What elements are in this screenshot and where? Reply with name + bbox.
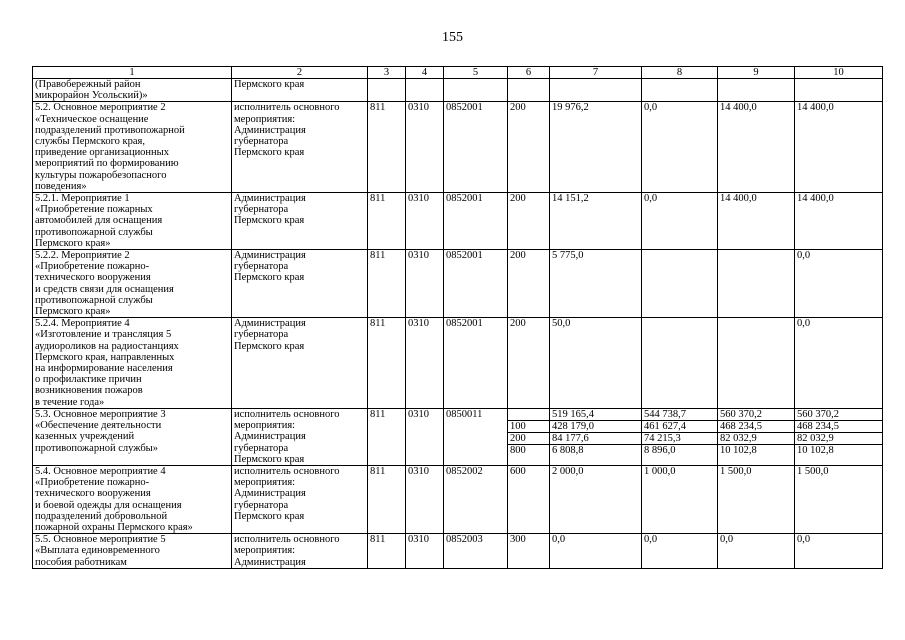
cell-line: приведение организационных bbox=[35, 147, 169, 159]
cell-subrow: 560 370,2 bbox=[718, 409, 794, 421]
cell-line: 5.2.2. Мероприятие 2 bbox=[35, 250, 130, 262]
cell-col-9: 0,0 bbox=[718, 534, 795, 569]
cell-col-1 bbox=[33, 318, 232, 409]
column-header-7: 7 bbox=[550, 67, 642, 79]
cell-line: аудиороликов на радиостанциях bbox=[35, 340, 179, 352]
cell-col-1 bbox=[33, 193, 232, 250]
cell-line: подразделений добровольной bbox=[35, 510, 168, 522]
cell-col-2 bbox=[232, 79, 368, 102]
cell-subrow: 74 215,3 bbox=[642, 433, 717, 445]
cell-col-2 bbox=[232, 102, 368, 193]
cell-col-2 bbox=[232, 408, 368, 465]
cell-line: Пермского края» bbox=[35, 237, 111, 249]
cell-line: «Выплата единовременного bbox=[35, 545, 160, 557]
cell-line: исполнитель основного bbox=[234, 534, 340, 546]
cell-line: на информирование населения bbox=[35, 363, 173, 375]
cell-line: Пермского края, направленных bbox=[35, 351, 175, 363]
table-row bbox=[33, 408, 883, 465]
cell-line: технического вооружения bbox=[35, 488, 151, 500]
table-row bbox=[33, 79, 883, 102]
table-row bbox=[33, 534, 883, 569]
cell-line: Пермского края bbox=[234, 510, 305, 522]
cell-line: и средств связи для оснащения bbox=[35, 283, 174, 295]
cell-col-6: 200 bbox=[508, 102, 550, 193]
cell-col-9 bbox=[718, 79, 795, 102]
column-header-6: 6 bbox=[508, 67, 550, 79]
cell-col-10: 1 500,0 bbox=[795, 465, 883, 533]
cell-line: мероприятий по формированию bbox=[35, 158, 179, 170]
cell-line: «Обеспечение деятельности bbox=[35, 420, 162, 432]
table-row bbox=[33, 465, 883, 533]
cell-line: «Приобретение пожарно- bbox=[35, 261, 150, 273]
cell-line: «Техническое оснащение bbox=[35, 113, 149, 125]
cell-subrow: 10 102,8 bbox=[720, 444, 757, 456]
cell-col-8 bbox=[642, 318, 718, 409]
cell-col-2 bbox=[232, 318, 368, 409]
cell-col-9 bbox=[718, 250, 795, 318]
cell-line: 5.2.4. Мероприятие 4 bbox=[35, 318, 130, 330]
cell-line: (Правобережный район bbox=[35, 79, 141, 90]
cell-col-1 bbox=[33, 79, 232, 102]
cell-col-7: 5 775,0 bbox=[550, 250, 642, 318]
cell-col-4: 0310 bbox=[406, 465, 444, 533]
cell-col-10 bbox=[795, 79, 883, 102]
cell-col-8: 0,0 bbox=[642, 102, 718, 193]
cell-col-9: 14 400,0 bbox=[718, 102, 795, 193]
cell-line: исполнитель основного bbox=[234, 465, 340, 477]
cell-col-6: 600 bbox=[508, 465, 550, 533]
cell-line: Пермского края bbox=[234, 215, 305, 227]
cell-col-3: 811 bbox=[368, 250, 406, 318]
cell-col-6: 300 bbox=[508, 534, 550, 569]
cell-subrow: 560 370,2 bbox=[795, 409, 882, 421]
cell-line: подразделений противопожарной bbox=[35, 124, 185, 136]
column-header-10: 10 bbox=[795, 67, 883, 79]
cell-line: Администрация bbox=[234, 556, 306, 568]
cell-col-10: 14 400,0 bbox=[795, 102, 883, 193]
cell-col-9: 14 400,0 bbox=[718, 193, 795, 250]
cell-subrow: 544 738,7 bbox=[642, 409, 717, 421]
cell-line: противопожарной службы» bbox=[35, 442, 158, 454]
cell-subrow: 468 234,5 bbox=[718, 421, 794, 433]
cell-line: Пермского края bbox=[234, 272, 305, 284]
cell-col-1 bbox=[33, 534, 232, 569]
cell-line: Администрация bbox=[234, 193, 306, 205]
cell-col-5: 0852001 bbox=[444, 250, 508, 318]
cell-subrow: 6 808,8 bbox=[552, 444, 584, 456]
cell-col-7 bbox=[550, 408, 642, 465]
cell-line: казенных учреждений bbox=[35, 431, 135, 443]
cell-line: губернатора bbox=[234, 329, 289, 341]
cell-line: Администрация bbox=[234, 124, 306, 136]
cell-line: пожарной охраны Пермского края» bbox=[35, 521, 193, 533]
cell-col-4: 0310 bbox=[406, 318, 444, 409]
cell-col-5: 0850011 bbox=[444, 408, 508, 465]
cell-col-1 bbox=[33, 465, 232, 533]
cell-subrow: 82 032,9 bbox=[795, 433, 882, 445]
table-row bbox=[33, 193, 883, 250]
cell-col-6: 200 bbox=[508, 318, 550, 409]
cell-line: культуры пожаробезопасного bbox=[35, 169, 167, 181]
column-header-9: 9 bbox=[718, 67, 795, 79]
cell-line: 5.2.1. Мероприятие 1 bbox=[35, 193, 130, 205]
cell-col-4: 0310 bbox=[406, 250, 444, 318]
cell-col-1 bbox=[33, 250, 232, 318]
cell-line: «Приобретение пожарно- bbox=[35, 477, 150, 489]
cell-col-8 bbox=[642, 250, 718, 318]
page-number: 155 bbox=[442, 30, 463, 45]
cell-line: мероприятия: bbox=[234, 113, 296, 125]
cell-line: мероприятия: bbox=[234, 420, 296, 432]
cell-line: Администрация bbox=[234, 318, 306, 330]
cell-col-9 bbox=[718, 318, 795, 409]
cell-subrow: 200 bbox=[508, 433, 549, 445]
cell-line: 5.5. Основное мероприятие 5 bbox=[35, 534, 166, 546]
cell-col-4: 0310 bbox=[406, 408, 444, 465]
column-header-1: 1 bbox=[33, 67, 232, 79]
cell-line: исполнитель основного bbox=[234, 102, 340, 114]
cell-col-6: 200 bbox=[508, 250, 550, 318]
cell-col-7: 0,0 bbox=[550, 534, 642, 569]
cell-col-9: 1 500,0 bbox=[718, 465, 795, 533]
cell-line: пособия работникам bbox=[35, 556, 127, 568]
cell-col-3: 811 bbox=[368, 408, 406, 465]
cell-line: и боевой одежды для оснащения bbox=[35, 499, 182, 511]
cell-col-6 bbox=[508, 408, 550, 465]
cell-col-3 bbox=[368, 79, 406, 102]
cell-line: противопожарной службы bbox=[35, 294, 153, 306]
cell-col-10: 0,0 bbox=[795, 534, 883, 569]
cell-line: в течение года» bbox=[35, 396, 105, 408]
cell-line: Администрация bbox=[234, 250, 306, 262]
cell-col-7: 2 000,0 bbox=[550, 465, 642, 533]
cell-line: Администрация bbox=[234, 488, 306, 500]
cell-col-4: 0310 bbox=[406, 193, 444, 250]
cell-subrow: 84 177,6 bbox=[550, 433, 641, 445]
header-row bbox=[33, 67, 883, 79]
cell-line: мероприятия: bbox=[234, 545, 296, 557]
cell-line: губернатора bbox=[234, 442, 289, 454]
cell-line: исполнитель основного bbox=[234, 408, 340, 420]
cell-line: губернатора bbox=[234, 499, 289, 511]
cell-line: Пермского края bbox=[234, 340, 305, 352]
cell-line: 5.3. Основное мероприятие 3 bbox=[35, 408, 166, 420]
cell-col-3: 811 bbox=[368, 534, 406, 569]
table-row bbox=[33, 318, 883, 409]
table-row bbox=[33, 250, 883, 318]
cell-line: микрорайон Усольский)» bbox=[35, 90, 148, 102]
column-header-4: 4 bbox=[406, 67, 444, 79]
cell-line: службы Пермского края, bbox=[35, 136, 145, 148]
cell-line: губернатора bbox=[234, 136, 289, 148]
cell-col-7: 14 151,2 bbox=[550, 193, 642, 250]
cell-col-1 bbox=[33, 102, 232, 193]
cell-col-5: 0852003 bbox=[444, 534, 508, 569]
cell-col-5 bbox=[444, 79, 508, 102]
cell-line: противопожарной службы bbox=[35, 226, 153, 238]
cell-line: возникновения пожаров bbox=[35, 385, 143, 397]
cell-line: Администрация bbox=[234, 431, 306, 443]
cell-line: губернатора bbox=[234, 261, 289, 273]
cell-col-6 bbox=[508, 79, 550, 102]
cell-line: мероприятия: bbox=[234, 477, 296, 489]
cell-subrow bbox=[508, 409, 549, 421]
cell-line: автомобилей для оснащения bbox=[35, 215, 163, 227]
column-header-5: 5 bbox=[444, 67, 508, 79]
cell-col-3: 811 bbox=[368, 102, 406, 193]
cell-col-7 bbox=[550, 79, 642, 102]
cell-col-4: 0310 bbox=[406, 534, 444, 569]
cell-subrow: 8 896,0 bbox=[644, 444, 676, 456]
cell-col-2 bbox=[232, 250, 368, 318]
table-row bbox=[33, 102, 883, 193]
cell-col-2 bbox=[232, 193, 368, 250]
cell-subrow: 800 bbox=[510, 444, 526, 456]
cell-col-3: 811 bbox=[368, 193, 406, 250]
cell-line: технического вооружения bbox=[35, 272, 151, 284]
cell-subrow: 82 032,9 bbox=[718, 433, 794, 445]
cell-col-10: 0,0 bbox=[795, 250, 883, 318]
cell-subrow: 10 102,8 bbox=[797, 444, 834, 456]
cell-subrow: 428 179,0 bbox=[550, 421, 641, 433]
cell-line: о профилактике причин bbox=[35, 374, 142, 386]
cell-line: Пермского края bbox=[234, 453, 305, 465]
cell-col-8: 1 000,0 bbox=[642, 465, 718, 533]
cell-col-10 bbox=[795, 408, 883, 465]
cell-col-7: 50,0 bbox=[550, 318, 642, 409]
cell-subrow: 100 bbox=[508, 421, 549, 433]
cell-col-4: 0310 bbox=[406, 102, 444, 193]
cell-col-5: 0852002 bbox=[444, 465, 508, 533]
cell-col-8 bbox=[642, 408, 718, 465]
column-header-3: 3 bbox=[368, 67, 406, 79]
cell-col-4 bbox=[406, 79, 444, 102]
cell-col-5: 0852001 bbox=[444, 193, 508, 250]
cell-line: поведения» bbox=[35, 180, 87, 192]
cell-col-8 bbox=[642, 79, 718, 102]
cell-line: Пермского края bbox=[234, 147, 305, 159]
cell-col-3: 811 bbox=[368, 465, 406, 533]
cell-line: «Приобретение пожарных bbox=[35, 204, 153, 216]
cell-subrow: 461 627,4 bbox=[642, 421, 717, 433]
cell-col-10: 0,0 bbox=[795, 318, 883, 409]
cell-line: 5.4. Основное мероприятие 4 bbox=[35, 465, 166, 477]
cell-col-2 bbox=[232, 534, 368, 569]
cell-col-5: 0852001 bbox=[444, 318, 508, 409]
cell-subrow: 468 234,5 bbox=[795, 421, 882, 433]
cell-col-8: 0,0 bbox=[642, 534, 718, 569]
cell-col-2 bbox=[232, 465, 368, 533]
column-header-8: 8 bbox=[642, 67, 718, 79]
cell-col-5: 0852001 bbox=[444, 102, 508, 193]
cell-col-10: 14 400,0 bbox=[795, 193, 883, 250]
budget-table bbox=[32, 66, 883, 569]
cell-col-7: 19 976,2 bbox=[550, 102, 642, 193]
cell-col-6: 200 bbox=[508, 193, 550, 250]
cell-line: Пермского края bbox=[234, 79, 305, 90]
cell-line: Пермского края» bbox=[35, 306, 111, 318]
column-header-2: 2 bbox=[232, 67, 368, 79]
cell-line: губернатора bbox=[234, 204, 289, 216]
cell-line: «Изготовление и трансляция 5 bbox=[35, 329, 172, 341]
cell-col-9 bbox=[718, 408, 795, 465]
cell-col-1 bbox=[33, 408, 232, 465]
cell-subrow: 519 165,4 bbox=[550, 409, 641, 421]
cell-col-8: 0,0 bbox=[642, 193, 718, 250]
cell-col-3: 811 bbox=[368, 318, 406, 409]
cell-line: 5.2. Основное мероприятие 2 bbox=[35, 102, 166, 114]
